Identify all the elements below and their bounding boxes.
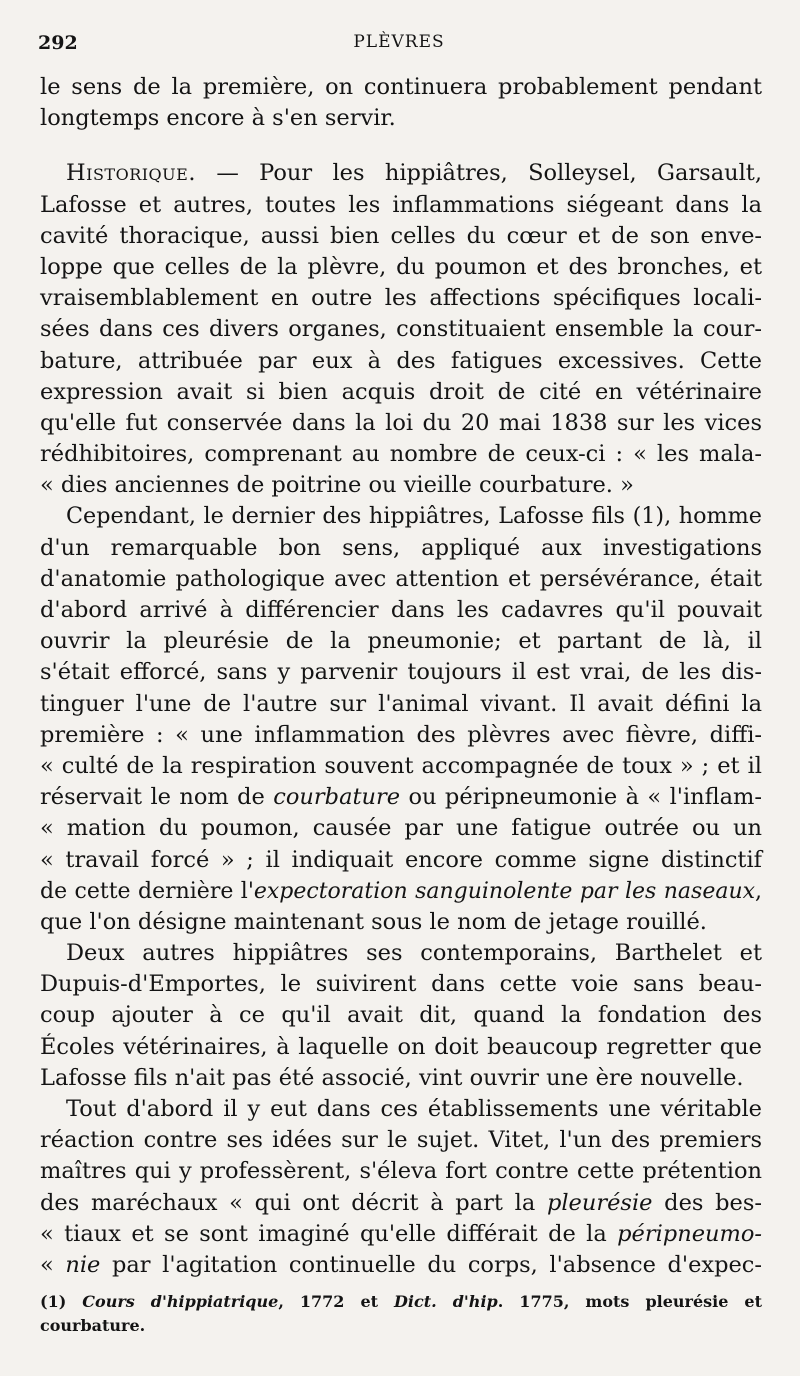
text-line: d'anatomie pathologique avec attention et persévérance, était — [40, 565, 762, 592]
italic-term: péripneumo- — [617, 1220, 762, 1247]
text-run: , 1772 et — [278, 1292, 395, 1311]
cited-work: Cours d'hippiatrique — [82, 1292, 279, 1311]
italic-term: pleurésie — [546, 1189, 653, 1216]
text-line: loppe que celles de la plèvre, du poumon et des bronches, et — [40, 253, 762, 280]
italic-term: courbature — [273, 784, 401, 811]
text-line: longtemps encore à s'en servir. — [40, 105, 396, 132]
cited-work: Dict. d'hip — [394, 1292, 498, 1311]
text-run: des maréchaux « qui ont décrit à part la — [40, 1189, 547, 1216]
footnote — [40, 1290, 762, 1338]
text-line: s'était efforcé, sans y parvenir toujours il est vrai, de les dis- — [40, 659, 762, 686]
text-line: qu'elle fut conservée dans la loi du 20 mai 1838 sur les vices — [40, 409, 762, 436]
footnote-line: courbature. — [40, 1316, 146, 1335]
text-line: Dupuis-d'Emportes, le suivirent dans cette voie sans beau- — [40, 971, 762, 998]
text-run: , — [755, 878, 762, 904]
text-line: Lafosse fils n'ait pas été associé, vint ouvrir une ère nouvelle. — [40, 1064, 744, 1091]
text-line: ouvrir la pleurésie de la pneumonie; et partant de là, il — [40, 628, 762, 655]
page-number: 292 — [38, 32, 78, 54]
text-line: Deux autres hippiâtres ses contemporains, Barthelet et — [66, 940, 762, 967]
text-line: Lafosse et autres, toutes les inflammations siégeant dans la — [40, 191, 762, 218]
footnote-marker: (1) — [40, 1292, 83, 1311]
text-run: des bes- — [652, 1189, 763, 1216]
text-line: rédhibitoires, comprenant au nombre de ceux-ci : « les mala- — [40, 441, 762, 468]
text-line: « travail forcé » ; il indiquait encore comme signe distinctif — [40, 846, 762, 873]
italic-term: expectoration sanguinolente par les naseaux — [253, 878, 755, 904]
text-line: Cependant, le dernier des hippiâtres, Lafosse fils (1), homme — [66, 503, 762, 530]
text-run: . 1775, mots pleurésie et — [497, 1292, 762, 1311]
text-line: Tout d'abord il y eut dans ces établissements une véritable — [66, 1096, 762, 1122]
text-line: expression avait si bien acquis droit de cité en vétérinaire — [40, 378, 762, 405]
text-run: ou péripneumonie à « l'inflam- — [400, 784, 762, 811]
text-line: maîtres qui y professèrent, s'éleva fort contre cette prétention — [40, 1158, 762, 1185]
section-heading: Historique. — [66, 160, 196, 187]
text-line: bature, attribuée par eux à des fatigues excessives. Cette — [40, 347, 762, 374]
text-line: « culté de la respiration souvent accompagnée de toux » ; et il — [40, 752, 762, 779]
text-line — [40, 876, 762, 907]
text-run: de cette dernière l' — [40, 878, 254, 904]
running-head — [38, 32, 760, 60]
body-text — [40, 72, 762, 1281]
text-line: vraisemblablement en outre les affections spécifiques locali- — [40, 285, 762, 312]
text-line — [40, 1219, 762, 1250]
text-line: d'un remarquable bon sens, appliqué aux investigations — [40, 534, 762, 561]
text-line: réaction contre ses idées sur le sujet. Vitet, l'un des premiers — [40, 1127, 762, 1154]
text-line: coup ajouter à ce qu'il avait dit, quand la fondation des — [40, 1002, 762, 1029]
text-run: « tiaux et se sont imaginé qu'elle différait de la — [40, 1220, 618, 1247]
running-title: PLÈVRES — [353, 32, 445, 52]
text-line: le sens de la première, on continuera probablement pendant — [40, 74, 762, 100]
text-run: réservait le nom de — [40, 784, 274, 811]
text-line: Écoles vétérinaires, à laquelle on doit beaucoup regretter que — [40, 1033, 762, 1060]
text-run: — Pour les hippiâtres, Solleysel, Garsault, — [196, 160, 762, 187]
text-line: « mation du poumon, causée par une fatigue outrée ou un — [40, 815, 762, 842]
text-line — [40, 158, 762, 189]
text-line — [40, 782, 762, 813]
text-line: « dies anciennes de poitrine ou vieille courbature. » — [40, 472, 634, 499]
italic-term: nie — [65, 1251, 101, 1278]
text-line: d'abord arrivé à différencier dans les cadavres qu'il pouvait — [40, 597, 762, 623]
text-line: tinguer l'une de l'autre sur l'animal vivant. Il avait défini la — [40, 690, 762, 717]
text-run: « — [40, 1251, 66, 1278]
text-line — [40, 1250, 762, 1281]
text-run: par l'agitation continuelle du corps, l'absence d'expec- — [100, 1251, 762, 1278]
text-line: cavité thoracique, aussi bien celles du cœur et de son enve- — [40, 222, 762, 249]
text-line — [40, 1188, 762, 1219]
paragraph-gap — [40, 134, 762, 158]
text-line: première : « une inflammation des plèvres avec fièvre, diffi- — [40, 721, 762, 748]
footnote-line — [40, 1290, 762, 1314]
text-line: sées dans ces divers organes, constituaient ensemble la cour- — [40, 316, 762, 343]
text-line: que l'on désigne maintenant sous le nom de jetage rouillé. — [40, 908, 707, 935]
